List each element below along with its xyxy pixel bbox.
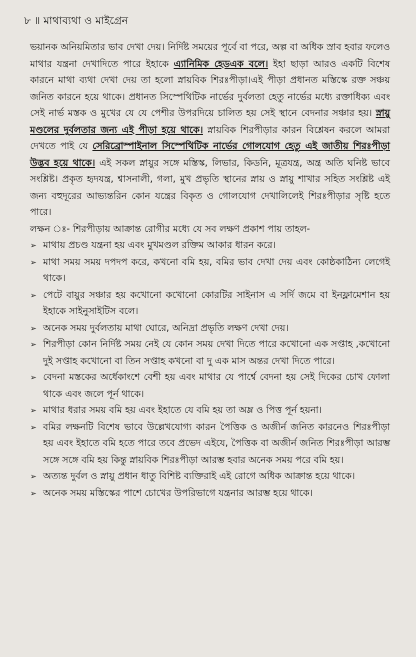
symptom-item: ➢ অনেক সময় দুর্বলতায় মাথা ঘোরে, অনিদ্রা প্রভৃতি লক্ষণ দেখা দেয়। bbox=[30, 321, 390, 338]
header-separator: ॥ bbox=[34, 15, 41, 27]
symptom-item: ➢ মাথায় প্রচণ্ড যন্ত্রনা হয় এবং মুখমণ্ডল রক্তিম আকার ধারন করে। bbox=[30, 238, 390, 255]
body-text-run: ইহা ছাড়া আরও একটি বিশেষ কারনে মাথা ব্যথা দেখা দেয় তা হলো স্নায়বিক শিরঃপীড়া।এই পীড়া প্রধানত মস্তিস্কে রক্ত সঞ্চয় জনিত কারনে হয়ে থাকে। প্রধানত সিস্পেথিটিক নার্ভের দুর্বলতা হেতু নার্ভের মধ্যে রক্তাধিক্য এবং সেই নার্ভ মস্তক ও মুখের যে যে পেশীর উপরদিয়ে চালিত হয় সেই স্থানে বেদনার সঞ্চার হয়। bbox=[30, 58, 390, 119]
emphasized-text: এ্যানিমিক হেডএক বলে। bbox=[173, 58, 269, 70]
header-title: মাথাব্যথা ও মাইগ্রেন bbox=[43, 15, 129, 27]
body-text-run: ভয়ানক অনিয়মিতার ভাব দেখা দেয়। নির্দিষ্ট সময়ের পূর্বে বা পরে, অল্প বা অধিক স্রাব হবার ফলেও মাথার যন্ত্রনা দেখাদিতে পারে ইহাকে bbox=[30, 42, 390, 70]
body-text-run: স্নায়বিক শিরপীড়ার কারন বিশ্লেষন করলে আমরা দেখতে পাই যে bbox=[30, 124, 390, 152]
body-text bbox=[30, 40, 390, 222]
symptom-item: ➢ মাথা সময় সময় দপদপ করে, কখনো বমি হয়, বমির ভাব দেখা দেয় এবং কোষ্ঠকাঠিন্য লেগেই থাকে। bbox=[30, 255, 390, 288]
running-header bbox=[24, 14, 390, 28]
symptom-item: ➢ শিরপীড়া কোন নির্দিষ্ট সময় নেই যে কোন সময় দেখা দিতে পারে কখোনো এক সপ্তাহ ,কখোনো দুই সপ্তাহ কখোনো বা তিন সপ্তাহ কখনো বা দু এক মাস অন্তর দেখা দিতে পারে। bbox=[30, 337, 390, 370]
symptom-item: ➢ অনেক সময় মস্তিস্কের পাশে চোখের উপরিভাগে যন্ত্রনার আরম্ভ হয়ে থাকে। bbox=[30, 486, 390, 503]
symptom-item: ➢ পেটে বায়ুর সঞ্চার হয় কখোনো কখোনো কোরটির সাইনাস এ সর্দি জমে বা ইনফ্লামেশান হয় ইহাকে সাইনুসাইটিস বলে। bbox=[30, 288, 390, 321]
symptom-item: ➢ বমির লক্ষনটি বিশেষ ভাবে উল্লেখযোগ্য কারন পৈত্তিক ও অজীর্ন জনিত কারনেও শিরঃপীড়া হয় এবং ইহাতে বমি হতে পারে তবে প্রভেদ এইযে, পৈত্তিক বা অজীর্ন জনিত শিরঃপীড়া আরম্ভ সঙ্গে সঙ্গে বমি হয় কিন্তু স্নায়বিক শিরঃপীড়া আরম্ভ হবার অনেক সময় পরে বমি হয়। bbox=[30, 420, 390, 470]
symptom-item: ➢ মাথার ধরার সময় বমি হয় এবং ইহাতে যে বমি হয় তা অম্ল ও পিত্ত পূর্ন হয়না। bbox=[30, 403, 390, 420]
emphasized-text: স্নায়ু মণ্ডলের দুর্বলতার জন্য এই পীড়া হয়ে থাকে। bbox=[30, 108, 390, 136]
symptom-item: ➢ বেদনা মস্তকের অর্ধেকাংশে বেশী হয় এবং মাথার যে পার্শ্বে বেদনা হয় সেই দিকের চোখ ফোলা থাকে এবং জলে পূর্ন থাকে। bbox=[30, 370, 390, 403]
symptoms-list bbox=[30, 238, 390, 502]
body-paragraph bbox=[30, 40, 390, 222]
symptom-item: ➢ অত্যন্ত দুর্বল ও স্নায়ু প্রধান ধাতু বিশিষ্ট ব্যক্তিরাই এই রোগে অধিক আক্রান্ত হয়ে থাকে। bbox=[30, 469, 390, 486]
body-text-run: এই সকল স্নায়ুর সঙ্গে মস্তিস্ক, লিভার, কিডনি, মূত্রযন্ত্র, অন্ত্র অতি ঘনিষ্ট ভাবে সংশ্লিষ্ট। প্রকৃত হৃদযন্ত্র, শ্বাসনালী, গলা, মুখ প্রভৃতি স্থানের স্নায় ও স্নায়ু শাখার সহিত সংশ্লিষ্ট এই জন্য বহুদূরের আভ্যন্তরিন কোন যন্ত্রের বিকৃত ও গোলযোগ দেখালিলেই শিরঃপীড়ার সৃষ্টি হতে পারে। bbox=[30, 157, 390, 218]
page-number: ৮ bbox=[24, 15, 31, 27]
emphasized-text: সেরিব্রোস্পাইনাল সিস্পেথিটিক নার্ভের গোলযোগ হেতু এই জাতীয় শিরঃপীড়া উদ্ভব হয়ে থাকে। bbox=[30, 141, 390, 169]
symptoms-heading: লক্ষন ঃ- শিরপীড়ায় আক্রান্ত রোগীর মধ্যে যে সব লক্ষণ প্রকাশ পায় তাহল- bbox=[30, 223, 310, 235]
